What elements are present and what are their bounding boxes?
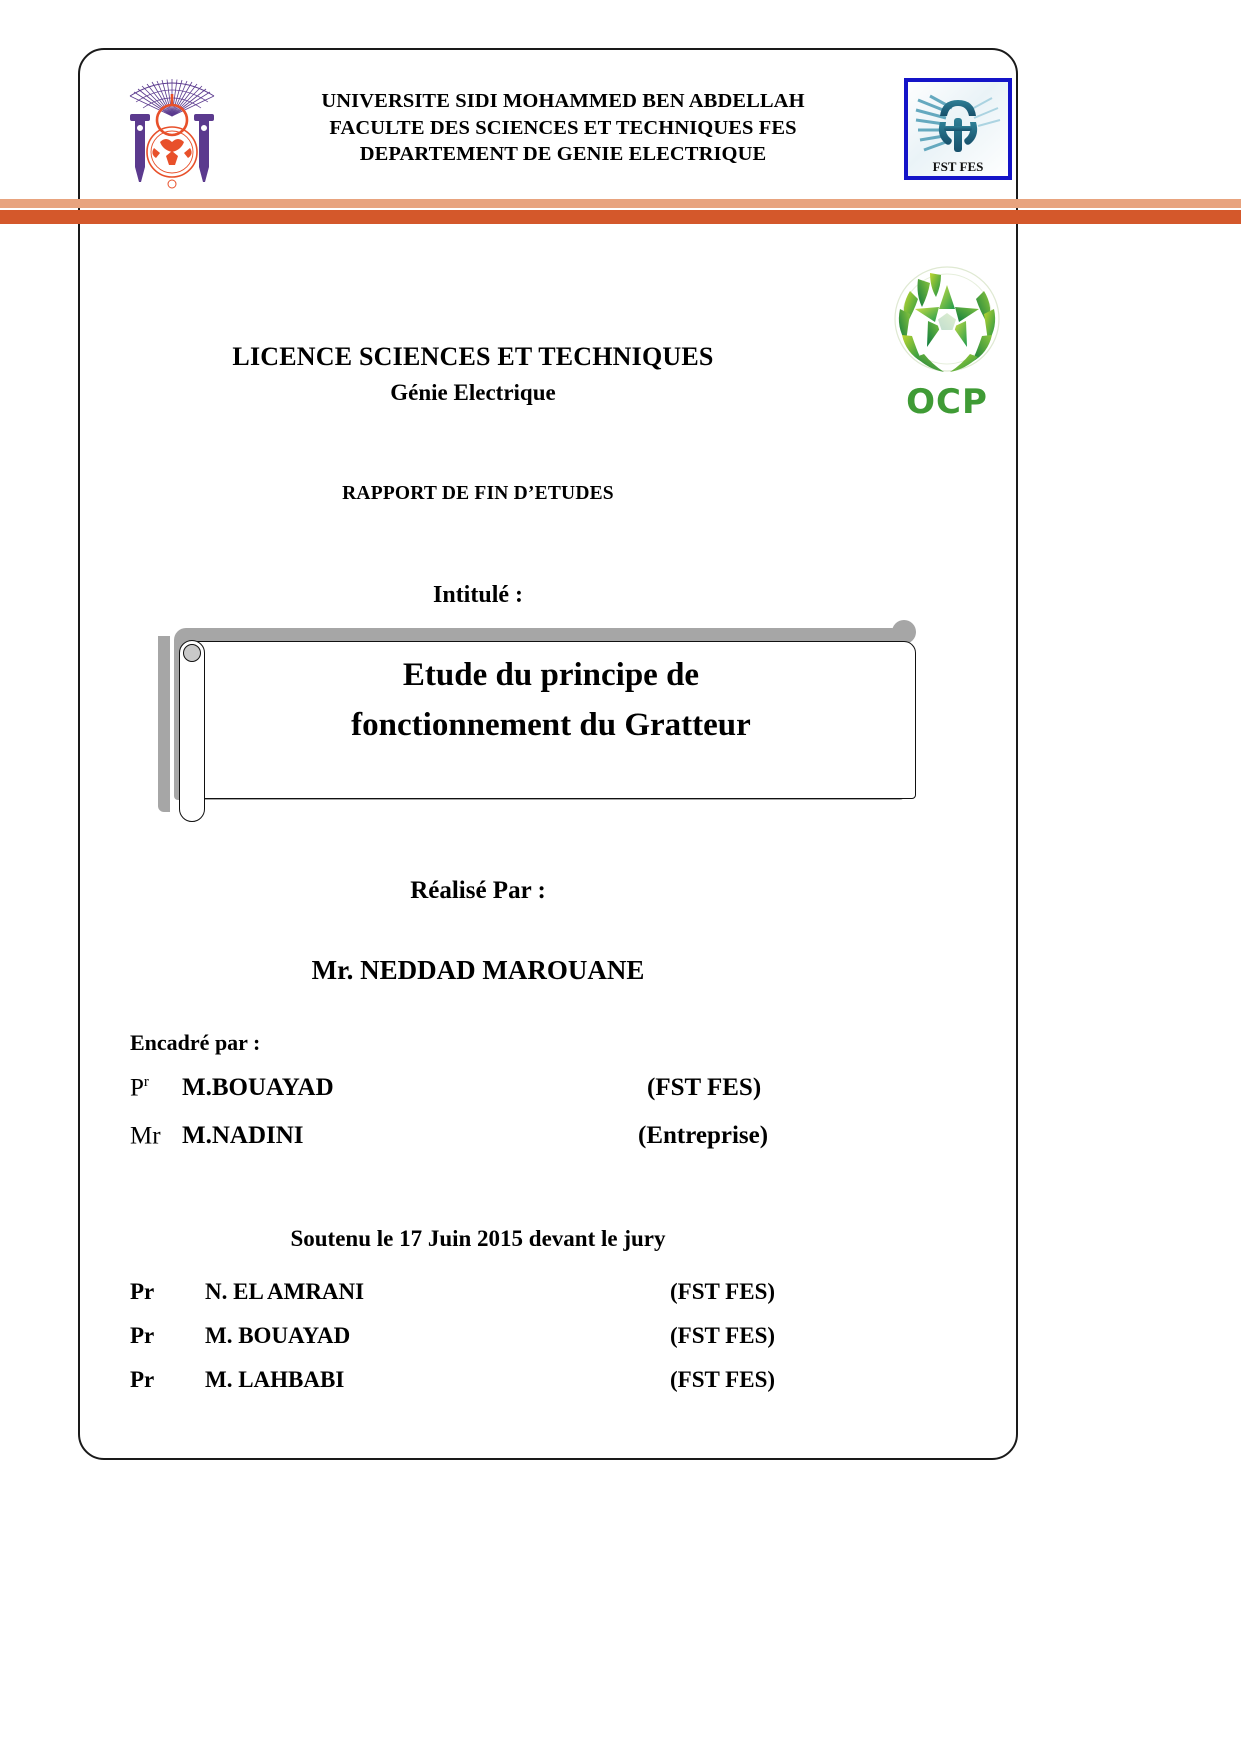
realise-par-label: Réalisé Par : bbox=[410, 877, 546, 904]
scroll-roll-cap bbox=[183, 644, 201, 662]
divider-rule-light bbox=[0, 199, 1241, 208]
jury-affiliation: (FST FES) bbox=[670, 1279, 776, 1304]
document-header bbox=[78, 66, 1018, 191]
supervisor-title bbox=[130, 1122, 182, 1150]
supervisor-name: M.NADINI bbox=[182, 1122, 304, 1150]
supervisor-row bbox=[130, 1074, 800, 1102]
project-title-line-1: Etude du principe de bbox=[402, 657, 700, 693]
header-line-faculty: FACULTE DES SCIENCES ET TECHNIQUES FES bbox=[329, 116, 797, 139]
diploma-specialty: Génie Electrique bbox=[390, 380, 556, 405]
supervisor-name: M.BOUAYAD bbox=[182, 1074, 334, 1102]
scroll-roll-shadow bbox=[158, 636, 170, 812]
supervisor-title-superscript: r bbox=[143, 1074, 149, 1090]
header-title-block bbox=[263, 88, 863, 168]
fst-fes-logo-icon bbox=[904, 78, 1012, 180]
jury-title: Pr bbox=[130, 1367, 155, 1392]
supervisor-affiliation: (FST FES) bbox=[647, 1074, 762, 1101]
orange-divider-rule bbox=[0, 199, 1241, 229]
supervisor-title-base: P bbox=[130, 1074, 144, 1102]
header-line-university: UNIVERSITE SIDI MOHAMMED BEN ABDELLAH bbox=[321, 90, 805, 112]
scroll-rolled-edge bbox=[179, 640, 205, 822]
university-crest-icon bbox=[110, 72, 235, 190]
project-title bbox=[226, 650, 876, 750]
author-name: Mr. NEDDAD MAROUANE bbox=[311, 955, 645, 985]
cover-page-content bbox=[78, 229, 1018, 1460]
jury-name: N. EL AMRANI bbox=[205, 1279, 365, 1304]
ocp-logo bbox=[886, 261, 1008, 422]
report-type-label: RAPPORT DE FIN D’ETUDES bbox=[342, 483, 614, 504]
title-scroll-banner bbox=[166, 628, 926, 828]
ocp-star-wreath-icon bbox=[886, 261, 1008, 381]
encadre-par-label: Encadré par : bbox=[130, 1030, 261, 1055]
defense-date-line: Soutenu le 17 Juin 2015 devant le jury bbox=[290, 1226, 666, 1251]
header-line-department: DEPARTEMENT DE GENIE ELECTRIQUE bbox=[359, 143, 767, 165]
ocp-wordmark: OCP bbox=[906, 382, 988, 422]
jury-title: Pr bbox=[130, 1323, 155, 1348]
jury-affiliation: (FST FES) bbox=[670, 1367, 776, 1392]
supervisor-row bbox=[130, 1122, 800, 1150]
project-title-line-2: fonctionnement du Gratteur bbox=[351, 707, 751, 743]
jury-title: Pr bbox=[130, 1279, 155, 1304]
diploma-title: LICENCE SCIENCES ET TECHNIQUES bbox=[232, 342, 714, 371]
jury-name: M. BOUAYAD bbox=[205, 1323, 351, 1348]
fst-logo-caption: FST FES bbox=[932, 159, 984, 174]
supervisor-affiliation: (Entreprise) bbox=[638, 1122, 769, 1149]
supervisor-title-base: Mr bbox=[130, 1122, 161, 1150]
jury-name: M. LAHBABI bbox=[205, 1367, 345, 1392]
diploma-block bbox=[78, 342, 868, 406]
supervisor-title bbox=[130, 1074, 182, 1102]
divider-rule-dark bbox=[0, 210, 1241, 224]
intitule-label: Intitulé : bbox=[433, 582, 523, 608]
jury-affiliation: (FST FES) bbox=[670, 1323, 776, 1348]
